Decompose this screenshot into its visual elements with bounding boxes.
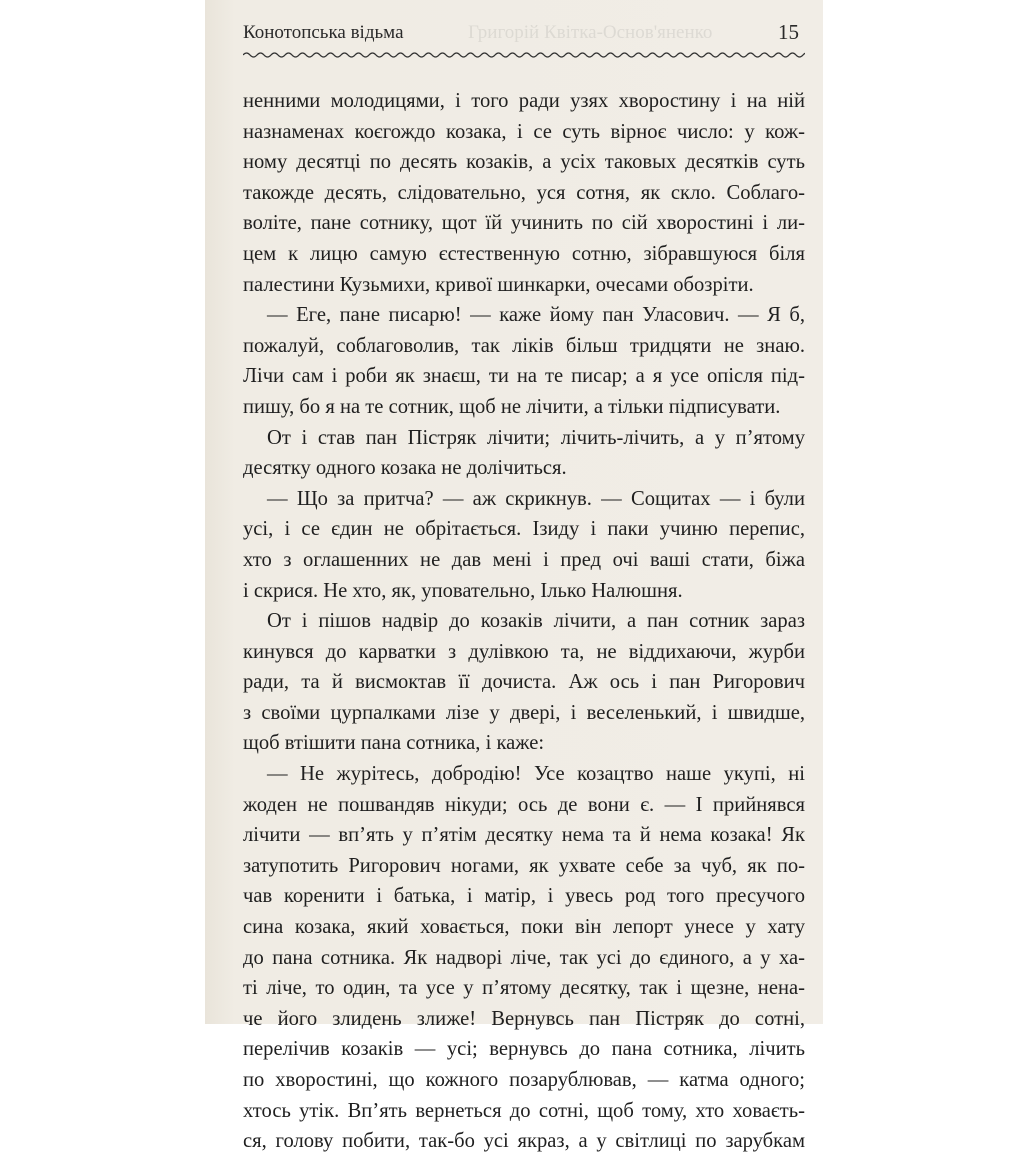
text-line: і скрися. Не хто, як, уповательно, Ілько Налюшня. [243,579,683,602]
text-line: хто з оглашенних не дав мені і пред очі ваші стати, біжа [243,548,805,571]
text-line: затупотить Ригорович ногами, як ухвате себе за чуб, як по- [243,854,805,877]
text-line: цем к лицю самую єстественную сотню, зібравшуюся біля [243,242,805,265]
bleed-through-title: Григорій Квітка-Основ'яненко [468,22,713,43]
text-line: ненними молодицями, і того ради узях хворостину і на ній [243,90,805,112]
text-line: усі, і се єдин не обрітається. Ізиду і паки учиню перепис, [243,518,805,541]
body-text [243,86,805,1157]
text-line: десятку одного козака не долічиться. [243,457,567,480]
book-page [205,0,823,1153]
text-line: такожде десять, слідовательно, уся сотня, як скло. Соблаго- [243,181,805,204]
text-line: че його злидень злиже! Вернувсь пан Пістряк до сотні, [243,1007,805,1030]
text-line: чав коренити і батька, і матір, і увесь род того пресучого [243,885,805,908]
text-line: палестини Кузьмихи, кривої шинкарки, очесами обозріти. [243,273,754,296]
text-line: пишу, бо я на те сотник, щоб не лічити, а тільки підписувати. [243,395,781,418]
text-line: з своїми цурпалками лізе у двері, і веселенький, і швидше, [243,701,805,724]
text-line: ті ліче, то один, та усе у п’ятому десятку, так і щезне, нена- [243,977,805,1000]
text-line: кинувся до карватки з дулівкою та, не віддихаючи, журби [243,640,805,663]
text-line: От і пішов надвір до козаків лічити, а пан сотник зараз [267,610,805,633]
text-line: Лічи сам і роби як знаєш, ти на те писар; а я усе опісля під- [243,365,805,388]
text-line: От і став пан Пістряк лічити; лічить-лічить, а у п’ятому [267,426,805,449]
running-title: Конотопська відьма [243,22,404,43]
running-head [243,18,805,48]
text-line: до пана сотника. Як надворі ліче, так усі до єдиного, а у ха- [243,946,805,969]
text-line: щоб втішити пана сотника, і каже: [243,732,545,755]
text-line: ся, голову побити, так-бо усі якраз, а у світлиці по зарубкам [243,1130,805,1153]
text-line: — Не журітесь, добродію! Усе козацтво наше укупі, ні [267,763,805,786]
text-line: пожалуй, соблаговолив, так ліків більш тридцяти не знаю. [243,334,805,357]
text-line: лічити — вп’ять у п’ятім десятку нема та й нема козака! Як [243,824,805,847]
text-line: ради, та й висмоктав її дочиста. Аж ось і пан Ригорович [243,671,805,694]
text-line: — Що за притча? — аж скрикнув. — Сощитах — і були [267,487,805,510]
wavy-divider [243,50,805,60]
text-line: назнаменах коєгождо козака, і се суть вірноє число: у кож- [243,120,805,143]
text-line: жоден не пошвандяв нікуди; ось де вони є. — І прийнявся [243,793,805,816]
text-line: сина козака, який ховається, поки він лепорт унесе у хату [243,916,805,939]
text-line: по хворостині, що кожного позарублював, — катма одного; [243,1069,805,1091]
page-number: 15 [778,20,799,44]
text-line: перелічив козаків — усі; вернувсь до пана сотника, лічить [243,1038,805,1061]
text-line: ному десятці по десять козаків, а усіх таковых десятків суть [243,151,805,174]
text-line: — Еге, пане писарю! — каже йому пан Уласович. — Я б, [267,304,805,327]
text-line: хтось утік. Вп’ять вернеться до сотні, щоб тому, хто ховаєть- [243,1099,805,1122]
text-line: воліте, пане сотнику, щот їй учинить по сій хворостині і ли- [243,212,805,235]
